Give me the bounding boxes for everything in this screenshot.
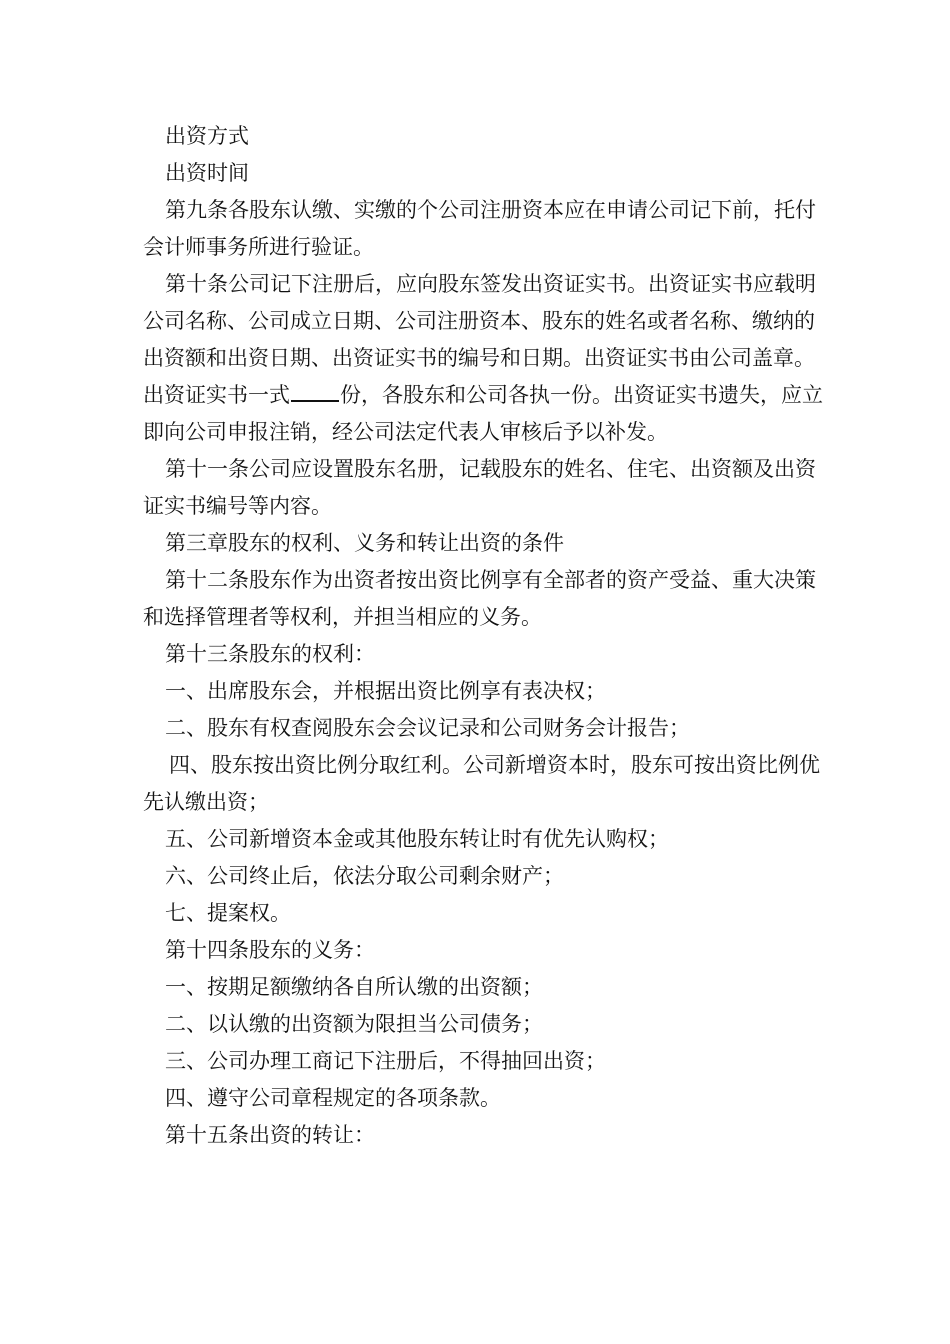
- list-item-right-2: 二、股东有权查阅股东会会议记录和公司财务会计报告；: [165, 716, 690, 740]
- list-item-right-5: 五、公司新增资本金或其他股东转让时有优先认购权；: [165, 827, 669, 851]
- paragraph-article-15: 第十五条出资的转让：: [165, 1123, 375, 1147]
- chapter-3-heading: 第三章股东的权利、义务和转让出资的条件: [165, 531, 564, 555]
- paragraph-investment-method: 出资方式: [165, 124, 249, 148]
- article-10-text-part1: 第十条公司记下注册后，应向股东签发出资证实书。出资证实书应载明公司名称、公司成立日期、公司注册资本、股东的姓名或者名称、缴纳的出资额和出资日期、出资证实书的编号和日期。出资证实书由公司盖章。出资证实书一式: [143, 272, 816, 407]
- list-item-right-7: 七、提案权。: [165, 901, 291, 925]
- paragraph-investment-time: 出资时间: [165, 161, 249, 185]
- list-item-right-6: 六、公司终止后，依法分取公司剩余财产；: [165, 864, 564, 888]
- paragraph-article-11: 第十一条公司应设置股东名册，记载股东的姓名、住宅、出资额及出资证实书编号等内容。: [143, 457, 816, 518]
- paragraph-article-10: [143, 266, 833, 451]
- list-item-duty-2: 二、以认缴的出资额为限担当公司债务；: [165, 1012, 543, 1036]
- paragraph-article-14: 第十四条股东的义务：: [165, 938, 375, 962]
- article-10-text-part2: 份，各股东和公司各执一份。出资证实书遗失，应立即向公司申报注销，经公司法定代表人审核后予以补发。: [143, 383, 823, 444]
- list-item-duty-3: 三、公司办理工商记下注册后，不得抽回出资；: [165, 1049, 606, 1073]
- paragraph-article-9: 第九条各股东认缴、实缴的个公司注册资本应在申请公司记下前，托付会计师事务所进行验证。: [143, 198, 816, 259]
- document-page: [143, 118, 833, 1154]
- list-item-duty-4: 四、遵守公司章程规定的各项条款。: [165, 1086, 501, 1110]
- list-item-right-4: 四、股东按出资比例分取红利。公司新增资本时，股东可按出资比例优先认缴出资；: [143, 753, 820, 814]
- list-item-duty-1: 一、按期足额缴纳各自所认缴的出资额；: [165, 975, 543, 999]
- paragraph-article-12: 第十二条股东作为出资者按出资比例享有全部者的资产受益、重大决策和选择管理者等权利，并担当相应的义务。: [143, 568, 816, 629]
- paragraph-article-13: 第十三条股东的权利：: [165, 642, 375, 666]
- list-item-right-1: 一、出席股东会，并根据出资比例享有表决权；: [165, 679, 606, 703]
- copies-blank: [291, 382, 339, 402]
